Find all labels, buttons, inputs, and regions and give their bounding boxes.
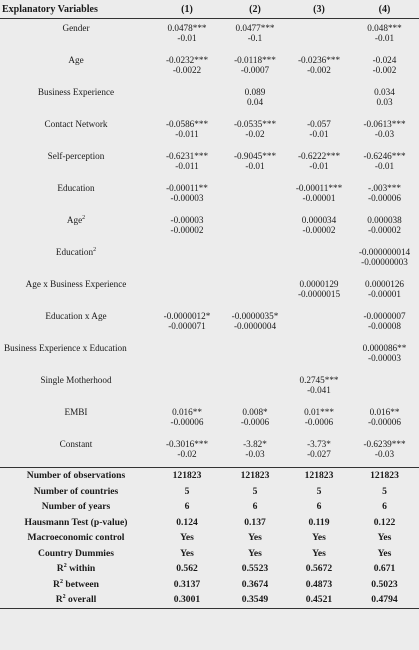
coefficient-cell: 0.0000129 [299,279,339,289]
stat-value-cell: Yes [180,532,194,544]
standard-error-cell: -0.00001 [302,193,336,203]
coefficient-cell: -0.9045*** [233,151,277,161]
stat-value-cell: Yes [377,547,392,559]
table-row [0,403,419,417]
standard-error-cell: -0.0022 [172,65,202,75]
empty-cell [0,257,152,275]
table-row [0,97,419,115]
coefficient-cell: 0.000086** [362,343,407,353]
standard-error-cell [288,257,350,275]
standard-error-cell: -0.011 [175,129,199,139]
coefficient-cell: -0.3016*** [165,439,209,449]
stat-value-cell: 0.122 [373,516,396,528]
standard-error-cell: -0.01 [177,33,197,43]
coefficient-cell [288,83,350,97]
stat-value-cell: Yes [180,547,194,559]
coefficient-cell [222,243,288,257]
coefficient-cell: 0.008* [242,407,268,417]
standard-error-cell [222,353,288,371]
variable-label-text: Self-perception [47,151,105,161]
stat-label-text: R [56,563,64,575]
variable-label-text: Age x Business Experience [25,279,127,289]
coefficient-cell: 0.034 [374,87,395,97]
table-row [0,211,419,225]
variable-label [0,275,152,289]
stat-label-text: Hausmann Test (p-value) [24,516,128,528]
coefficient-cell: -0.0236*** [297,55,341,65]
table-row [0,51,419,65]
standard-error-cell [222,385,288,403]
empty-cell [0,161,152,179]
variable-label-text: Education x Age [45,311,107,321]
coefficient-cell: -3.73* [307,439,331,449]
stat-value-cell: 0.671 [373,563,396,575]
coefficient-cell: -0.00003 [170,215,204,225]
standard-error-cell [152,97,222,115]
coefficient-cell: -0.0000012* [163,311,211,321]
standard-error-cell [222,225,288,243]
coefficient-cell: -0.0586*** [165,119,209,129]
standard-error-cell [222,257,288,275]
stat-value-cell: Yes [312,547,326,559]
table-row [0,449,419,468]
header-cell-model-2: (2) [222,0,288,19]
coefficient-cell: -0.0232*** [165,55,209,65]
header-cell-model-3: (3) [288,0,350,19]
stat-label-text: Macroeconomic control [27,532,125,544]
standard-error-cell: -0.02 [177,449,197,459]
empty-cell [0,385,152,403]
stat-row [0,530,419,546]
standard-error-cell [288,321,350,339]
variable-label [0,371,152,385]
stat-value-cell: 6 [316,501,322,513]
stat-row [0,499,419,515]
header-cell-model-1: (1) [152,0,222,19]
coefficient-cell: -0.0613*** [363,119,406,129]
coefficient-cell: -0.0535*** [233,119,277,129]
stat-value-cell: 5 [382,485,387,497]
header-row [0,0,419,19]
stat-value-cell: Yes [312,532,326,544]
standard-error-cell: -0.03 [374,449,395,459]
stat-value-cell: 0.3001 [152,592,222,608]
stat-value-cell: 121823 [350,468,419,484]
coefficient-cell [222,211,288,225]
table-row [0,33,419,51]
table-row [0,161,419,179]
empty-cell [0,33,152,51]
stat-value-cell: 0.4873 [305,578,333,590]
coefficient-cell: 0.01*** [304,407,334,417]
table-row [0,225,419,243]
coefficient-cell [350,371,419,385]
stat-value-cell: 6 [184,501,190,513]
standard-error-cell: -0.00008 [368,321,401,331]
stat-label-text: Number of countries [33,485,119,497]
stat-label [0,530,152,546]
coefficient-cell: 0.000038 [367,215,402,225]
empty-cell [0,129,152,147]
standard-error-cell: -0.0006 [304,417,334,427]
coefficient-cell: 0.016** [172,407,202,417]
header-cell-model-4: (4) [350,0,419,19]
standard-error-cell: -0.002 [372,65,397,75]
coefficient-cell [222,339,288,353]
stat-label-text: Number of observations [26,470,126,482]
stat-label [0,561,152,577]
coefficient-cell: -0.6239*** [363,439,406,449]
stat-value-cell: 0.124 [176,516,198,528]
empty-cell [0,321,152,339]
stat-value-cell: 0.4521 [288,592,350,608]
standard-error-cell: -0.00000003 [361,257,408,267]
table-row [0,257,419,275]
empty-cell [0,97,152,115]
standard-error-cell: -0.00001 [368,289,401,299]
standard-error-cell: -0.00003 [368,353,401,363]
table-row [0,435,419,449]
superscript: 2 [59,578,63,585]
stat-label [0,484,152,500]
variable-label [0,403,152,417]
coefficient-cell [222,371,288,385]
standard-error-cell [350,385,419,403]
coefficient-cell: -0.057 [307,119,331,129]
stat-value-cell: 121823 [288,468,350,484]
stat-label [0,515,152,531]
standard-error-cell: -0.01 [309,161,329,171]
variable-label [0,339,152,353]
stat-value-cell: 6 [252,501,258,513]
stat-value-cell: 0.5523 [241,563,269,575]
stat-value-cell: Yes [248,547,262,559]
standard-error-cell [288,353,350,371]
stat-label-suffix: overall [65,594,97,606]
standard-error-cell: -0.0007 [240,65,270,75]
table-row [0,193,419,211]
table-row [0,179,419,193]
coefficient-cell [288,307,350,321]
stat-label-text: R [53,578,60,590]
stat-value-cell: 121823 [222,468,288,484]
table-row [0,147,419,161]
coefficient-cell [222,179,288,193]
coefficient-cell: -.003*** [368,183,401,193]
standard-error-cell: -0.041 [307,385,331,395]
stat-value-cell: 5 [316,485,322,497]
coefficient-cell: 0.0000126 [364,279,405,289]
standard-error-cell: -0.03 [374,129,395,139]
table-row [0,115,419,129]
standard-error-cell: 0.04 [246,97,264,107]
standard-error-cell: -0.01 [374,161,395,171]
standard-error-cell [152,353,222,371]
stat-value-cell: 0.3137 [173,578,201,590]
table-row [0,289,419,307]
standard-error-cell [152,289,222,307]
empty-cell [0,353,152,371]
standard-error-cell: -0.00002 [302,225,336,235]
variable-label [0,179,152,193]
coefficient-cell: -3.82* [243,439,267,449]
empty-cell [0,289,152,307]
stat-row [0,561,419,577]
table-row [0,83,419,97]
variable-label [0,435,152,449]
variable-label-text: Business Experience [37,87,115,97]
variable-label-text: Business Experience x Education [4,343,127,353]
coefficient-cell [152,83,222,97]
table-row [0,65,419,83]
stat-value-cell: 0.562 [176,563,198,575]
table-body [0,19,419,609]
empty-cell [0,449,152,468]
variable-label [0,115,152,129]
stat-value-cell: 0.5672 [305,563,333,575]
stat-value-cell: 6 [382,501,387,513]
table-row [0,371,419,385]
table-row [0,417,419,435]
variable-label-text: Education [57,183,95,193]
stat-value-cell: 0.5023 [371,578,398,590]
stat-value-cell: 5 [184,485,190,497]
table-row [0,321,419,339]
coefficient-cell: -0.00011*** [295,183,343,193]
coefficient-cell: 0.000034 [301,215,337,225]
stat-value-cell: 0.137 [244,516,266,528]
coefficient-cell: -0.0000007 [363,311,406,321]
variable-label [0,83,152,97]
variable-label [0,307,152,321]
standard-error-cell: 0.03 [376,97,393,107]
stat-label-suffix: within [66,563,96,575]
standard-error-cell [152,385,222,403]
superscript: 2 [63,563,67,570]
standard-error-cell [222,193,288,211]
coefficient-cell: -0.000000014 [358,247,411,257]
stat-label [0,546,152,562]
standard-error-cell: -0.00006 [368,417,401,427]
variable-label-text: Single Motherhood [40,375,112,385]
table-row [0,307,419,321]
empty-cell [0,65,152,83]
superscript: 2 [93,246,97,253]
coefficient-cell: 0.048*** [367,23,402,33]
stat-label-text: Country Dummies [38,547,114,559]
stat-value-cell: 121823 [152,468,222,484]
coefficient-cell: 0.0477*** [235,23,275,33]
standard-error-cell: -0.01 [309,129,329,139]
coefficient-cell [288,339,350,353]
stat-value-cell: Yes [248,532,262,544]
stat-label [0,468,152,484]
table-row [0,339,419,353]
standard-error-cell: -0.00003 [170,193,204,203]
standard-error-cell: -0.00002 [368,225,401,235]
stat-row [0,484,419,500]
coefficient-cell: 0.0478*** [167,23,207,33]
standard-error-cell [288,97,350,115]
standard-error-cell: -0.00006 [368,193,401,203]
variable-label-text: Gender [62,23,90,33]
table-row [0,385,419,403]
stat-label [0,577,152,593]
standard-error-cell: -0.01 [374,33,395,43]
stat-value-cell: 0.3549 [222,592,288,608]
coefficient-cell: 0.089 [244,87,266,97]
coefficient-cell: -0.0000035* [231,311,279,321]
table-row [0,19,419,34]
table-row [0,353,419,371]
variable-label-text: EMBI [64,407,88,417]
stat-row [0,546,419,562]
variable-label [0,19,152,34]
standard-error-cell: -0.00006 [170,417,204,427]
stat-label [0,592,152,608]
standard-error-cell: -0.0000015 [297,289,341,299]
table-row [0,275,419,289]
standard-error-cell [222,289,288,307]
standard-error-cell: -0.01 [245,161,265,171]
coefficient-cell: 0.2745*** [299,375,339,385]
standard-error-cell: -0.03 [245,449,265,459]
coefficient-cell: -0.6222*** [297,151,341,161]
stat-label-text: Number of years [41,501,111,513]
coefficient-cell [152,243,222,257]
coefficient-cell [152,371,222,385]
empty-cell [0,225,152,243]
standard-error-cell: -0.1 [247,33,263,43]
empty-cell [0,193,152,211]
variable-label-text: Contact Network [44,119,108,129]
coefficient-cell: -0.00011** [166,183,208,193]
coefficient-cell [222,275,288,289]
coefficient-cell: -0.6231*** [165,151,209,161]
stat-value-cell: 0.119 [308,516,330,528]
coefficient-cell [152,339,222,353]
header-cell-variables: Explanatory Variables [0,0,152,19]
coefficient-cell [288,19,350,34]
standard-error-cell: -0.00002 [170,225,204,235]
stat-value-cell: 5 [252,485,258,497]
stat-row [0,577,419,593]
standard-error-cell [152,257,222,275]
stat-value-cell: 0.4794 [350,592,419,608]
variable-label [0,243,152,257]
superscript: 2 [82,214,86,221]
standard-error-cell: -0.02 [245,129,265,139]
stat-row [0,515,419,531]
coefficient-cell [152,275,222,289]
stat-row [0,592,419,608]
coefficient-cell: -0.0118*** [234,55,276,65]
standard-error-cell: -0.0006 [240,417,270,427]
stat-value-cell: Yes [377,532,392,544]
standard-error-cell: -0.002 [307,65,331,75]
variable-label [0,147,152,161]
stat-value-cell: 0.3674 [241,578,269,590]
stat-label-suffix: between [62,578,99,590]
variable-label [0,51,152,65]
standard-error-cell: -0.000071 [168,321,206,331]
coefficient-cell: -0.024 [372,55,397,65]
empty-cell [0,417,152,435]
variable-label-text: Education [55,247,94,257]
standard-error-cell: -0.027 [307,449,331,459]
variable-label-text: Age [66,215,83,225]
table-row [0,129,419,147]
variable-label [0,211,152,225]
stat-label [0,499,152,515]
coefficient-cell: -0.6246*** [363,151,406,161]
standard-error-cell: -0.011 [175,161,199,171]
stat-row [0,468,419,484]
coefficient-cell [288,243,350,257]
table-row [0,243,419,257]
superscript: 2 [62,594,66,601]
variable-label-text: Age [68,55,84,65]
variable-label-text: Constant [59,439,93,449]
stat-label-text: R [55,594,63,606]
standard-error-cell: -0.0000004 [233,321,277,331]
standard-error-cell [288,33,350,51]
coefficient-cell: 0.016** [369,407,400,417]
